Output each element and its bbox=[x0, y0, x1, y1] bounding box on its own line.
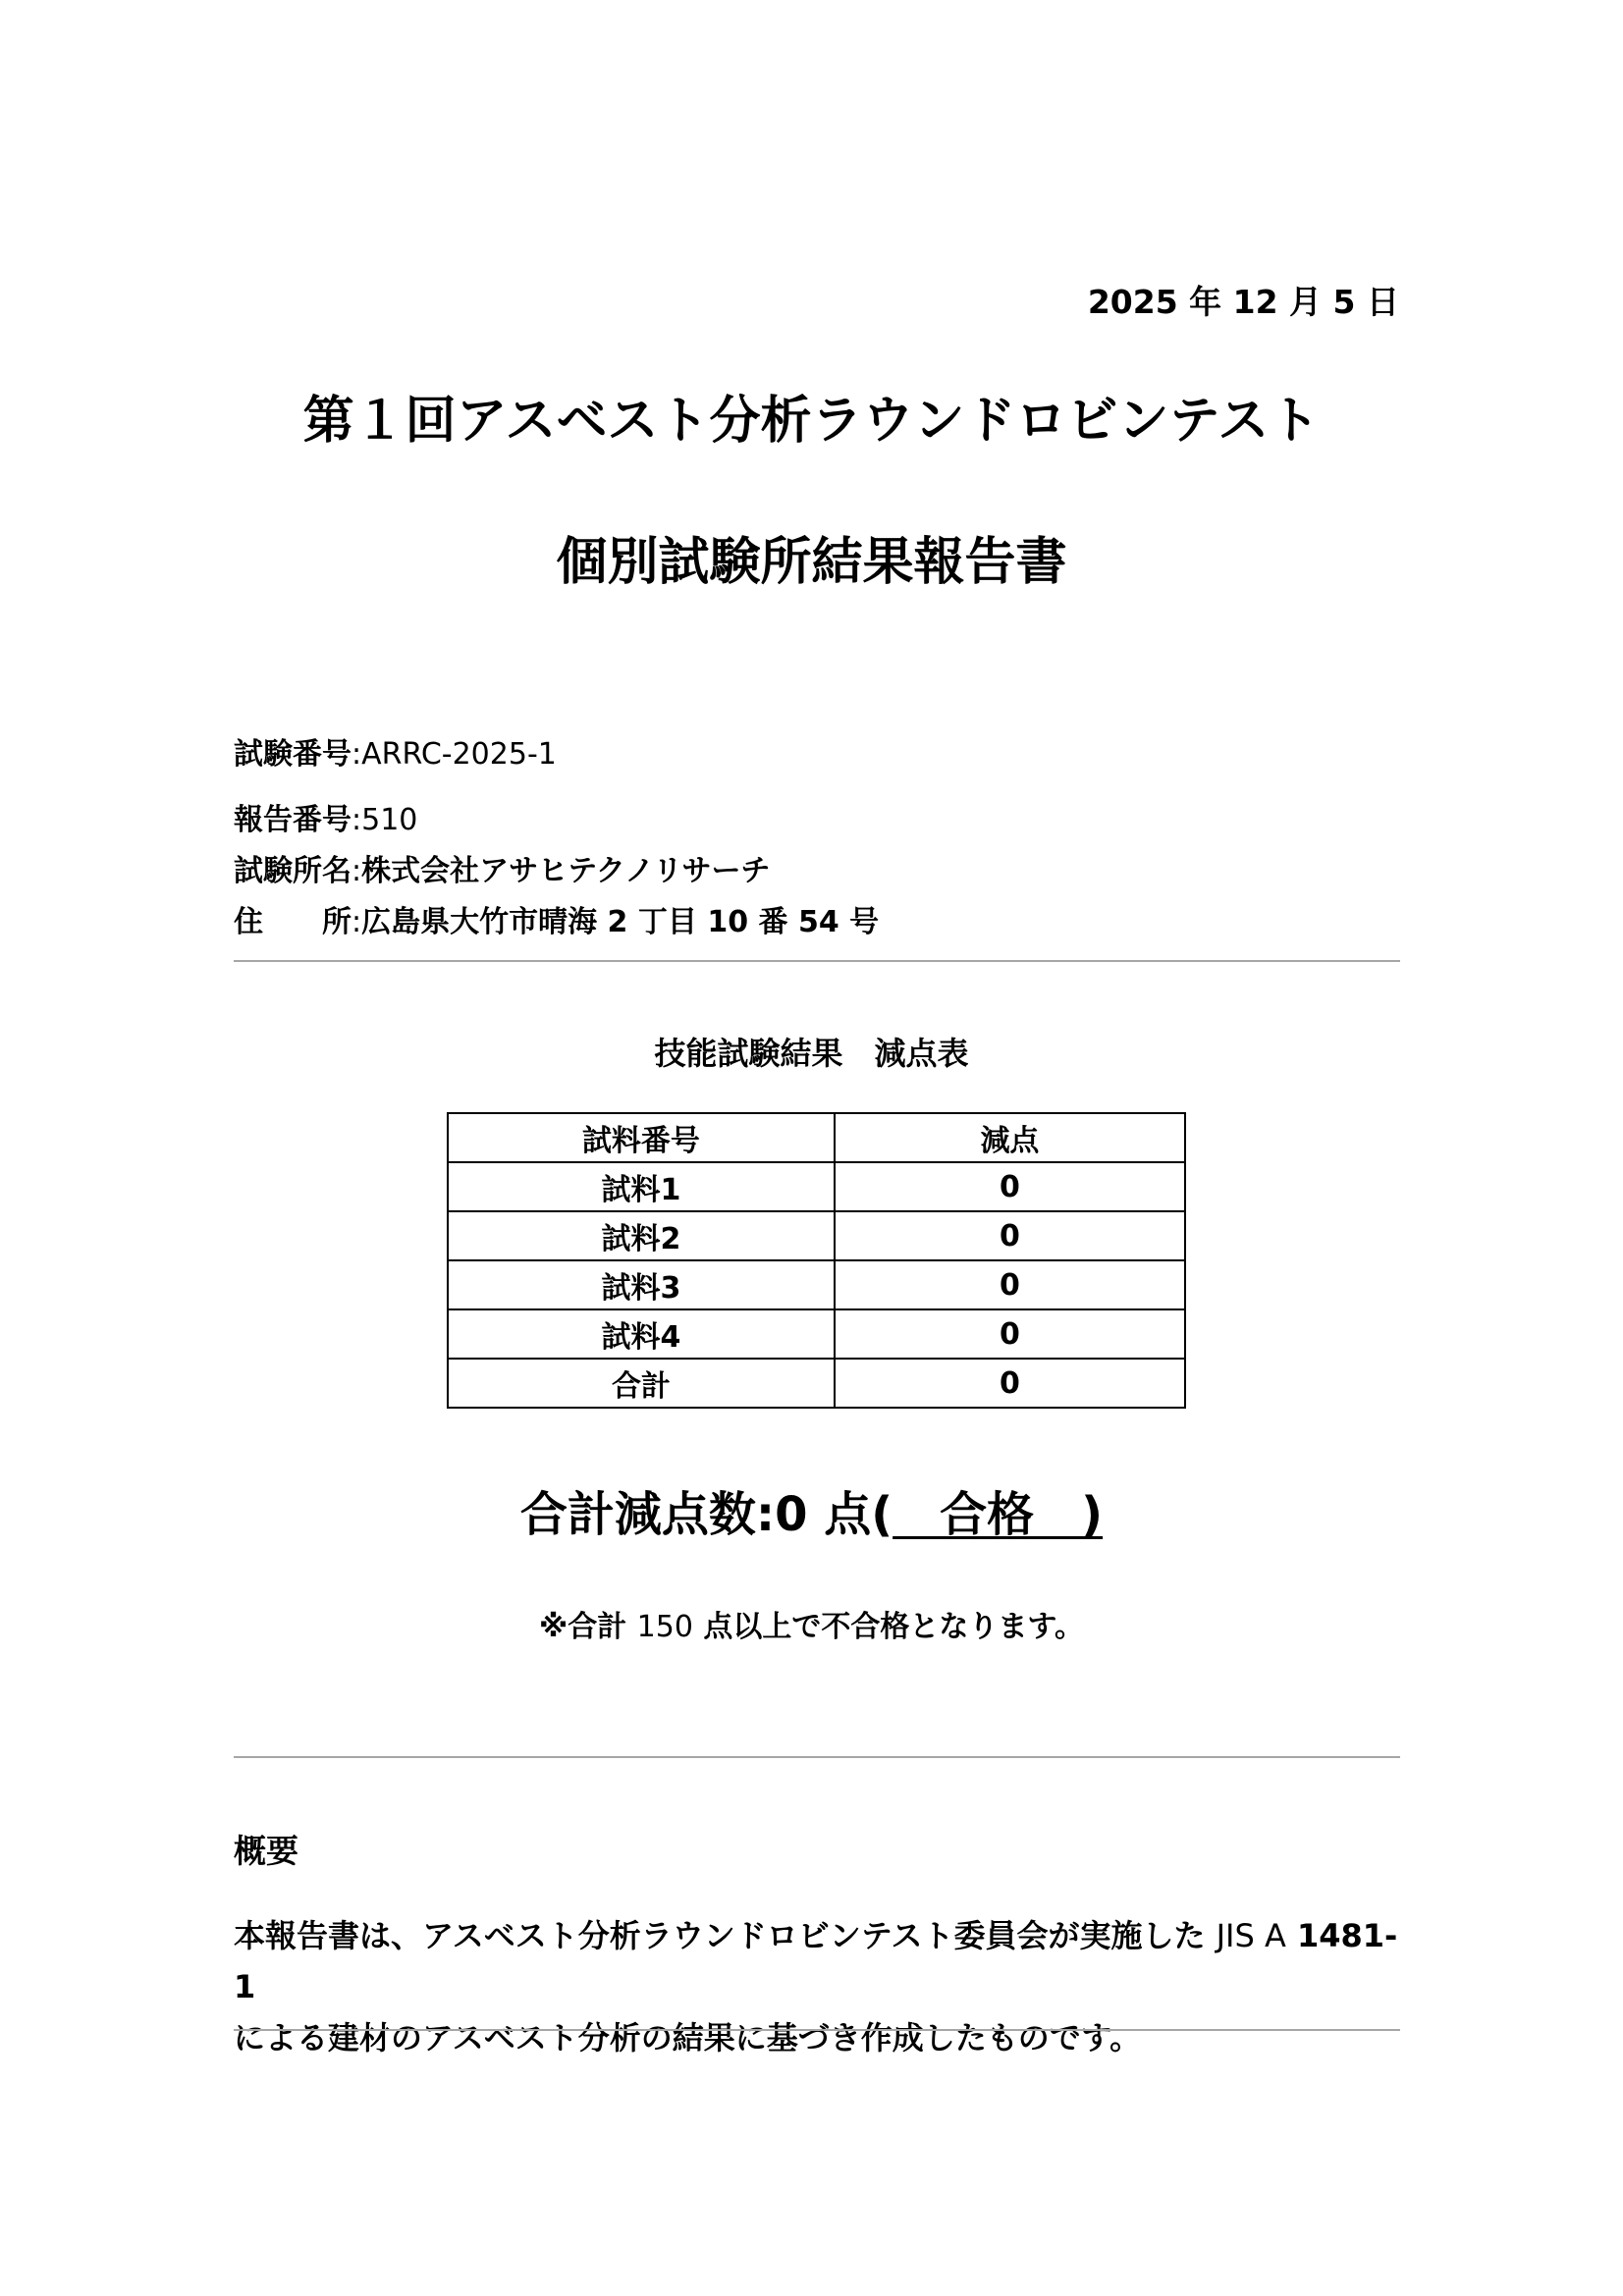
table-row bbox=[448, 1211, 1185, 1260]
table-row bbox=[448, 1162, 1185, 1211]
deduction-cell: 0 bbox=[835, 1309, 1185, 1359]
report-subtitle: 個別試験所結果報告書 bbox=[556, 533, 1067, 592]
overview-standard: JIS A bbox=[1216, 1917, 1286, 1954]
note-threshold: 150 bbox=[636, 1610, 693, 1644]
total-deduction-summary bbox=[0, 1476, 1623, 1544]
report-number-colon: : bbox=[352, 803, 362, 837]
total-label-cell: 合計 bbox=[448, 1359, 835, 1408]
deduction-cell: 0 bbox=[835, 1260, 1185, 1309]
divider-top bbox=[234, 960, 1400, 962]
deduction-table bbox=[447, 1112, 1186, 1409]
header-deduction: 減点 bbox=[835, 1113, 1185, 1162]
test-number-row bbox=[234, 729, 557, 773]
overview-heading: 概要 bbox=[234, 1832, 298, 1870]
table-title: 技能試験結果 減点表 bbox=[654, 1035, 969, 1072]
lab-name-colon: : bbox=[352, 854, 362, 888]
test-number-value: ARRC-2025-1 bbox=[361, 737, 557, 772]
overview-text-part2: 1481-1 bbox=[234, 1917, 1398, 2005]
report-date: 2025 年 12 月 5 日 bbox=[1087, 283, 1399, 321]
address-colon: : bbox=[352, 905, 362, 939]
test-number-colon: : bbox=[352, 737, 362, 772]
sample-cell: 試料2 bbox=[448, 1211, 835, 1260]
sample-cell: 試料1 bbox=[448, 1162, 835, 1211]
overview-text-part1: 本報告書は、アスベスト分析ラウンドロビンテスト委員会が実施した bbox=[234, 1917, 1217, 1954]
lab-name-row bbox=[234, 846, 771, 889]
divider-middle bbox=[234, 1756, 1400, 1758]
test-number-label: 試験番号 bbox=[234, 737, 352, 772]
header-sample: 試料番号 bbox=[448, 1113, 835, 1162]
table-total-row bbox=[448, 1359, 1185, 1408]
deduction-cell: 0 bbox=[835, 1162, 1185, 1211]
sample-cell: 試料3 bbox=[448, 1260, 835, 1309]
address-row bbox=[234, 897, 879, 940]
lab-name-value: 株式会社アサヒテクノリサーチ bbox=[361, 854, 771, 888]
total-value-cell: 0 bbox=[835, 1359, 1185, 1408]
report-number-label: 報告番号 bbox=[234, 803, 352, 837]
table-row bbox=[448, 1260, 1185, 1309]
report-number-value: 510 bbox=[361, 803, 418, 837]
overview-text bbox=[234, 1910, 1402, 2063]
divider-bottom bbox=[234, 2029, 1400, 2031]
deduction-cell: 0 bbox=[835, 1211, 1185, 1260]
address-label: 住 所 bbox=[234, 905, 352, 939]
summary-prefix: 合計減点数:0 点( bbox=[519, 1487, 893, 1542]
overview-text-part3: による建材のアスベスト分析の結果に基づき作成したものです。 bbox=[234, 2019, 1142, 2056]
lab-name-label: 試験所名 bbox=[234, 854, 352, 888]
fail-threshold-note bbox=[0, 1602, 1623, 1645]
table-header-row bbox=[448, 1113, 1185, 1162]
note-prefix: ※合計 bbox=[539, 1610, 637, 1644]
report-number-row bbox=[234, 795, 417, 838]
address-value: 広島県大竹市晴海 2 丁目 10 番 54 号 bbox=[361, 905, 880, 939]
table-row bbox=[448, 1309, 1185, 1359]
pass-result: 合格 ) bbox=[893, 1487, 1104, 1542]
sample-cell: 試料4 bbox=[448, 1309, 835, 1359]
note-suffix: 点以上で不合格となります。 bbox=[692, 1610, 1084, 1644]
report-title: 第１回アスベスト分析ラウンドロビンテスト bbox=[302, 392, 1321, 451]
